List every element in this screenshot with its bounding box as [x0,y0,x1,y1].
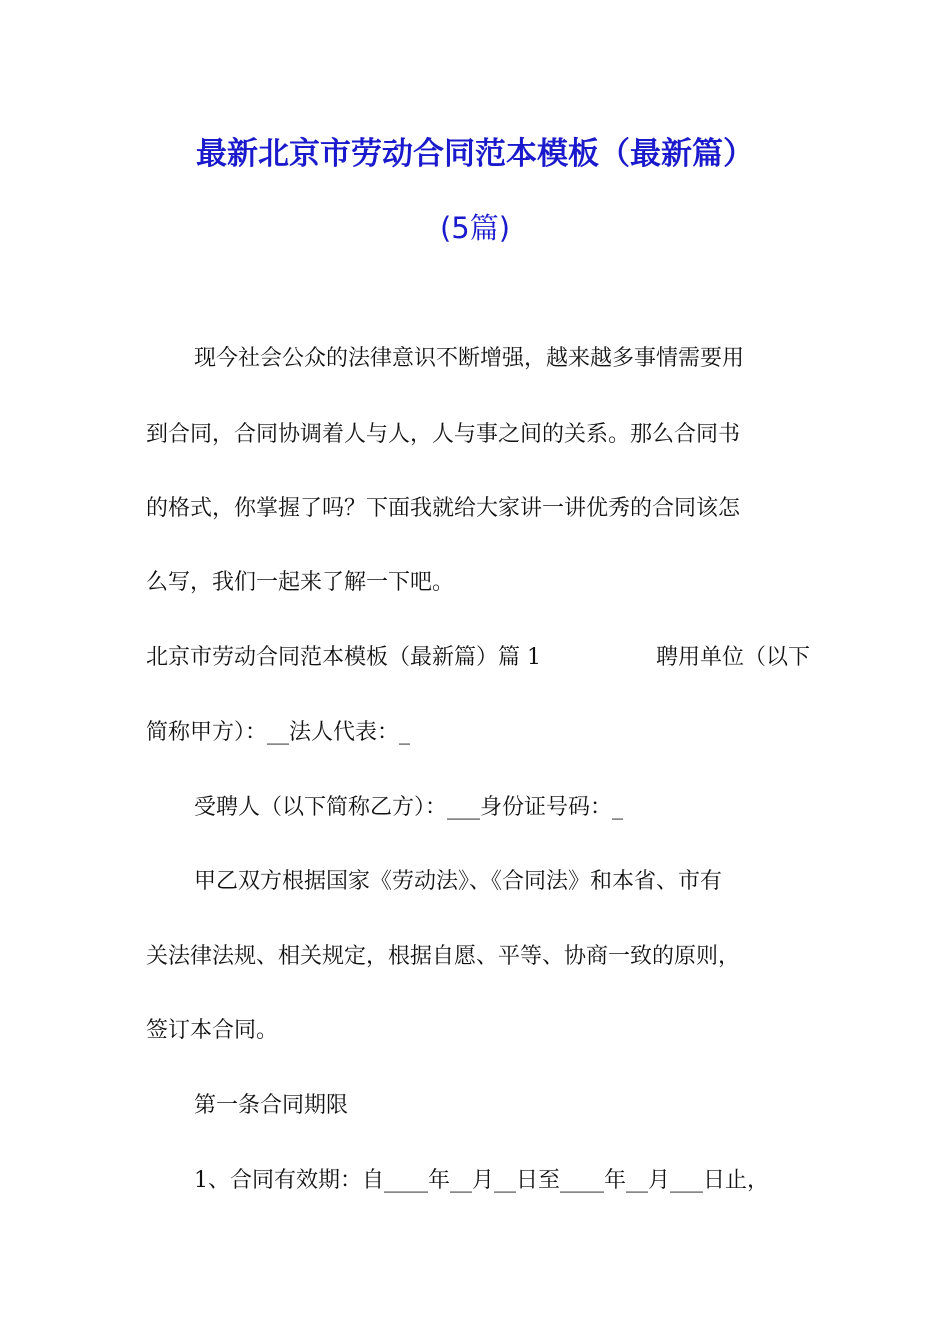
paragraph-line: 签订本合同。 [146,1018,279,1043]
document-title-subline: (5篇) [439,211,511,245]
paragraph-line: 到合同，合同协调着人与人，人与事之间的关系。那么合同书 [146,422,741,447]
section-heading: 北京市劳动合同范本模板（最新篇）篇 1 [146,645,541,670]
paragraph-line: 甲乙双方根据国家《劳动法》、《合同法》和本省、市有 [194,869,723,894]
paragraph-line: 现今社会公众的法律意识不断增强，越来越多事情需要用 [194,346,745,371]
document-title: 最新北京市劳动合同范本模板（最新篇） [196,136,754,172]
paragraph-line: 的格式，你掌握了吗？下面我就给大家讲一讲优秀的合同该怎 [146,496,741,521]
article-heading: 第一条合同期限 [194,1093,349,1118]
paragraph-line: 受聘人（以下简称乙方）：___身份证号码：_ [194,795,624,820]
paragraph-line-fragment: 聘用单位（以下 [655,645,810,670]
paragraph-line: 简称甲方）：__法人代表：_ [146,720,411,745]
paragraph-line: 关法律法规、相关规定，根据自愿、平等、协商一致的原则， [146,944,741,969]
section-heading-row [146,643,810,673]
paragraph-line: 么写，我们一起来了解一下吧。 [146,570,455,595]
paragraph-line: 1、合同有效期：自____年__月__日至____年__月___日止， [194,1168,769,1193]
